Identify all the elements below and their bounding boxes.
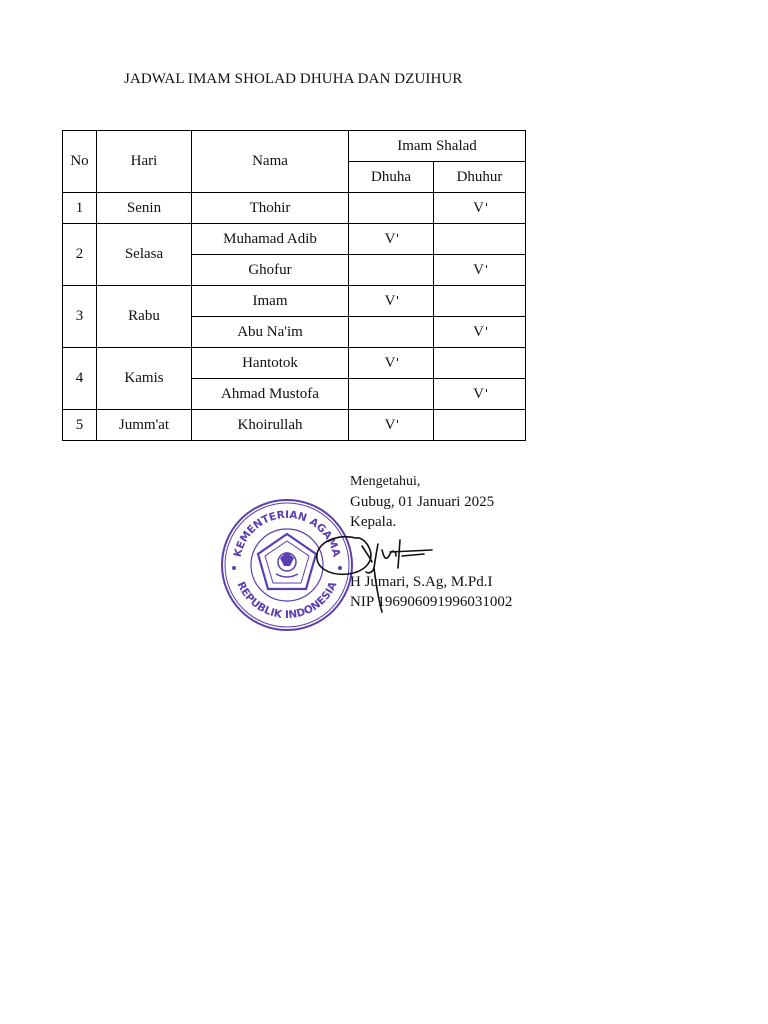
cell-dhuhur [434,348,526,379]
cell-no: 1 [63,193,97,224]
header-dhuha: Dhuha [349,162,434,193]
cell-hari: Jumm'at [97,410,192,441]
cell-dhuha [349,224,434,255]
cell-no: 5 [63,410,97,441]
cell-dhuhur [434,193,526,224]
cell-hari: Selasa [97,224,192,286]
check-mark: V [384,416,396,433]
table-row [63,224,526,255]
handwritten-signature [312,528,442,638]
cell-dhuhur [434,410,526,441]
position-label: Kepala. [350,514,397,530]
check-mark: V [473,261,484,278]
header-hari: Hari [97,131,192,193]
check-mark: V [473,323,484,340]
cell-nama: Ghofur [192,255,349,286]
place-date: Gubug, 01 Januari 2025 [350,494,495,510]
stamp-text-bottom: REPUBLIK INDONESIA [234,579,340,622]
cell-nama: Abu Na'im [192,317,349,348]
cell-nama: Thohir [192,193,349,224]
cell-dhuhur [434,317,526,348]
header-imam-shalad: Imam Shalad [349,131,526,162]
header-dhuhur: Dhuhur [434,162,526,193]
page-title: JADWAL IMAM SHOLAD DHUHA DAN DZUIHUR [124,71,463,87]
cell-dhuha [349,255,434,286]
cell-dhuha [349,410,434,441]
cell-nama: Muhamad Adib [192,224,349,255]
signer-nip: NIP 196906091996031002 [350,594,513,610]
cell-dhuhur [434,255,526,286]
cell-dhuhur [434,286,526,317]
cell-hari: Rabu [97,286,192,348]
cell-dhuha [349,379,434,410]
table-row [63,410,526,441]
table-row [63,193,526,224]
header-no: No [63,131,97,193]
check-mark: V [473,199,484,216]
table-row [63,286,526,317]
cell-dhuha [349,348,434,379]
cell-nama: Ahmad Mustofa [192,379,349,410]
cell-no: 3 [63,286,97,348]
cell-dhuha [349,193,434,224]
cell-no: 4 [63,348,97,410]
cell-no: 2 [63,224,97,286]
cell-dhuhur [434,379,526,410]
stamp-text-top: KEMENTERIAN AGAMA [231,508,343,559]
cell-nama: Khoirullah [192,410,349,441]
check-mark: V [384,354,396,371]
cell-hari: Senin [97,193,192,224]
cell-nama: Imam [192,286,349,317]
cell-dhuha [349,286,434,317]
known-by-label: Mengetahui, [350,474,421,489]
header-nama: Nama [192,131,349,193]
cell-hari: Kamis [97,348,192,410]
table-row [63,348,526,379]
signer-name: H Jumari, S.Ag, M.Pd.I [350,574,493,590]
cell-nama: Hantotok [192,348,349,379]
schedule-table [62,130,526,441]
check-mark: V [473,385,484,402]
cell-dhuha [349,317,434,348]
check-mark: V [384,230,396,247]
check-mark: V [384,292,396,309]
cell-dhuhur [434,224,526,255]
